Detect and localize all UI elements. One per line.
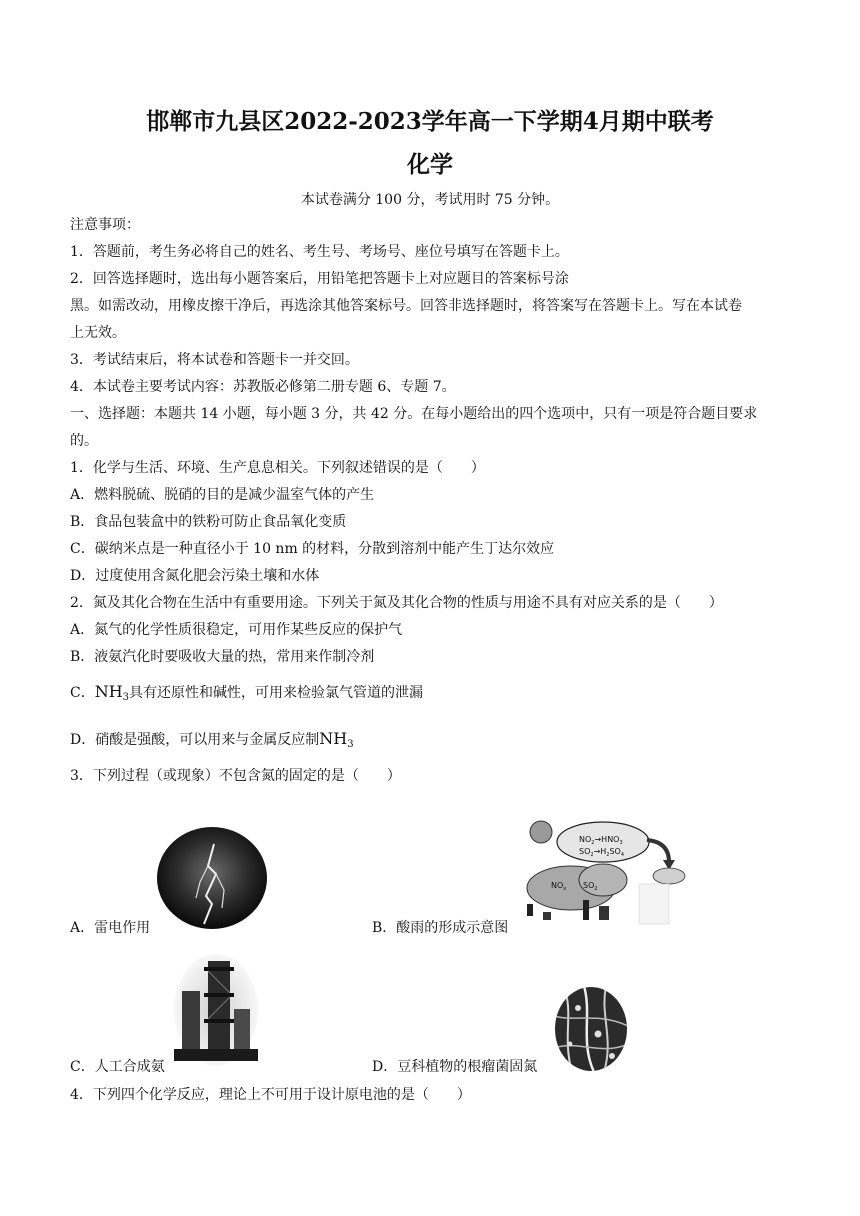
acid-rain-diagram <box>519 818 687 928</box>
q2-option-b: B．液氨汽化时要吸收大量的热，常用来作制冷剂 <box>70 649 375 665</box>
question-3-stem: 3．下列过程（或现象）不包含氮的固定的是（ ） <box>70 768 401 784</box>
q1-option-c: C．碳纳米点是一种直径小于 10 nm 的材料，分散到溶剂中能产生丁达尔效应 <box>70 541 555 557</box>
q2-option-d-sub: 3 <box>347 739 354 750</box>
root-nodule-image <box>554 986 628 1072</box>
q2-option-d <box>70 729 800 755</box>
note-item: 黑。如需改动，用橡皮擦干净后，再选涂其他答案标号。回答非选择题时，将答案写在答题卡上。写在本试卷 <box>70 298 742 314</box>
q3-option-b: B．酸雨的形成示意图 <box>372 920 509 936</box>
note-item: 3．考试结束后，将本试卷和答题卡一并交回。 <box>70 352 359 368</box>
svg-text:NO2→HNO3: $NO_2\to HNO_3$ <box>579 835 623 846</box>
question-2-stem: 2．氮及其化合物在生活中有重要用途。下列关于氮及其化合物的性质与用途不具有对应关系的是（ ） <box>70 595 723 611</box>
note-item: 4．本试卷主要考试内容：苏教版必修第二册专题 6、专题 7。 <box>70 379 456 395</box>
subject-title: 化学 <box>407 151 453 178</box>
q2-option-c <box>70 682 800 708</box>
q3-option-a: A．雷电作用 <box>70 920 151 936</box>
section-heading-cont: 的。 <box>70 433 98 449</box>
q1-option-b: B．食品包装盒中的铁粉可防止食品氧化变质 <box>70 514 347 530</box>
q1-option-a: A．燃料脱硫、脱硝的目的是减少温室气体的产生 <box>70 487 375 503</box>
q2-option-d-formula: NH <box>319 729 348 748</box>
svg-text:SO2: $SO_2$ <box>583 881 598 892</box>
question-1-stem: 1．化学与生活、环境、生产息息相关。下列叙述错误的是（ ） <box>70 460 485 476</box>
section-heading: 一、选择题：本题共 14 小题，每小题 3 分，共 42 分。在每小题给出的四个选项中，只有一项是符合题目要求 <box>70 406 758 422</box>
note-item: 1．答题前，考生务必将自己的姓名、考生号、考场号、座位号填写在答题卡上。 <box>70 244 569 260</box>
q2-option-a: A．氮气的化学性质很稳定，可用作某些反应的保护气 <box>70 622 403 638</box>
q2-option-c-sub: 3 <box>122 692 130 703</box>
q2-option-d-text: D．硝酸是强酸，可以用来与金属反应制 <box>70 732 320 748</box>
svg-text:NOx: $NO_x$ <box>551 881 567 892</box>
lightning-image <box>156 826 268 930</box>
note-item: 2．回答选择题时，选出每小题答案后，用铅笔把答题卡上对应题目的答案标号涂 <box>70 271 569 287</box>
q2-option-c-formula: NH <box>94 682 123 701</box>
q2-option-c-prefix: C． <box>70 685 95 701</box>
question-4-stem: 4．下列四个化学反应，理论上不可用于设计原电池的是（ ） <box>70 1087 471 1103</box>
notes-heading: 注意事项： <box>70 217 140 233</box>
q3-option-d: D．豆科植物的根瘤菌固氮 <box>372 1059 538 1075</box>
q2-option-c-text: 具有还原性和碱性，可用来检验氯气管道的泄漏 <box>129 685 424 701</box>
q3-option-c: C．人工合成氨 <box>70 1059 165 1075</box>
ammonia-plant-image <box>174 953 258 1067</box>
svg-text:SO2→H2SO4: $SO_2\to H_2SO_4$ <box>579 847 625 858</box>
q1-option-d: D．过度使用含氮化肥会污染土壤和水体 <box>70 568 320 584</box>
exam-title: 邯郸市九县区2022-2023学年高一下学期4月期中联考 <box>146 108 714 135</box>
exam-info: 本试卷满分 100 分，考试用时 75 分钟。 <box>300 192 560 208</box>
note-item: 上无效。 <box>70 325 126 341</box>
